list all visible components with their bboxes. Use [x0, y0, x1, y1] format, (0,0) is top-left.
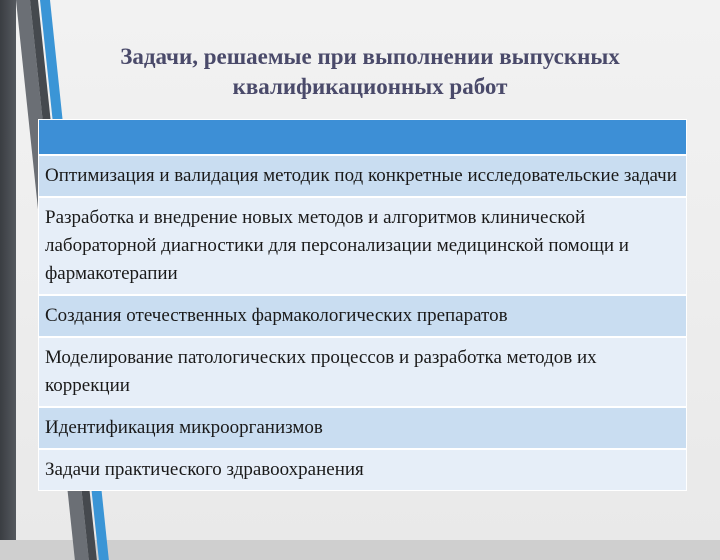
table-row: Задачи практического здравоохранения: [39, 450, 686, 490]
slide-title-line-2: квалификационных работ: [232, 74, 508, 99]
tasks-table: [38, 119, 687, 491]
table-row: Оптимизация и валидация методик под конкретные исследовательские задачи: [39, 156, 686, 198]
table-row: Идентификация микроорганизмов: [39, 408, 686, 450]
left-decor-bar: [0, 0, 16, 540]
table-row: Разработка и внедрение новых методов и алгоритмов клинической лабораторной диагностики для персонализации медицинской помощи и фармакотерапии: [39, 198, 686, 296]
table-header: [39, 120, 686, 156]
slide-title-line-1: Задачи, решаемые при выполнении выпускных: [120, 44, 620, 69]
table-row: Создания отечественных фармакологических препаратов: [39, 296, 686, 338]
table-row: Моделирование патологических процессов и разработка методов их коррекции: [39, 338, 686, 408]
slide-title: [60, 42, 680, 102]
